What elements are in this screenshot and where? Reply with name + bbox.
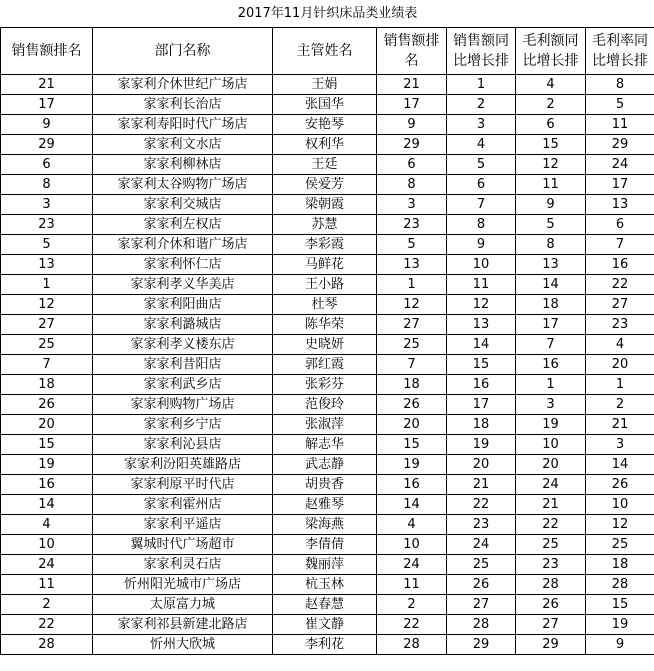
sales-rank-cell[interactable]: 9 [377, 115, 447, 135]
table-row [1, 475, 654, 495]
table-row [1, 115, 654, 135]
sales-yoy-rank-cell[interactable]: 2 [447, 95, 516, 115]
margin-yoy-rank-cell[interactable]: 13 [586, 195, 654, 215]
margin-yoy-rank-cell[interactable]: 12 [586, 515, 654, 535]
sales-rank-cell[interactable]: 28 [377, 635, 447, 655]
sales-rank-cell[interactable]: 17 [1, 95, 93, 115]
margin-yoy-rank-cell[interactable]: 25 [586, 535, 654, 555]
sales-rank-cell[interactable]: 14 [377, 495, 447, 515]
manager-name-cell[interactable]: 王小路 [273, 275, 377, 295]
sales-rank-cell[interactable]: 17 [377, 95, 447, 115]
gross-profit-yoy-rank-cell[interactable]: 24 [516, 475, 586, 495]
sales-rank-cell[interactable]: 10 [377, 535, 447, 555]
sales-rank-cell[interactable]: 25 [377, 335, 447, 355]
sales-rank-cell[interactable]: 6 [1, 155, 93, 175]
sales-rank-cell[interactable]: 23 [377, 215, 447, 235]
gross-profit-yoy-rank-cell[interactable]: 27 [516, 615, 586, 635]
sales-rank-cell[interactable]: 19 [1, 455, 93, 475]
sales-rank-cell[interactable]: 2 [377, 595, 447, 615]
sales-rank-cell[interactable]: 26 [377, 395, 447, 415]
table-row [1, 75, 654, 95]
sales-yoy-rank-cell[interactable]: 9 [447, 235, 516, 255]
margin-yoy-rank-cell[interactable]: 22 [586, 275, 654, 295]
gross-profit-yoy-rank-cell[interactable]: 15 [516, 135, 586, 155]
sales-yoy-rank-cell[interactable]: 14 [447, 335, 516, 355]
sales-rank-cell[interactable]: 10 [1, 535, 93, 555]
table-row [1, 415, 654, 435]
sales-rank-cell[interactable]: 6 [377, 155, 447, 175]
sales-rank-cell[interactable]: 1 [1, 275, 93, 295]
margin-yoy-rank-cell[interactable]: 19 [586, 615, 654, 635]
margin-yoy-rank-cell[interactable]: 1 [586, 375, 654, 395]
sales-rank-cell[interactable]: 18 [1, 375, 93, 395]
sales-rank-cell[interactable]: 12 [377, 295, 447, 315]
table-title[interactable]: 2017年11月针织床品类业绩表 [1, 0, 654, 28]
manager-name-cell[interactable]: 侯爱芳 [273, 175, 377, 195]
table-row [1, 215, 654, 235]
sales-rank-cell[interactable]: 4 [377, 515, 447, 535]
gross-profit-yoy-rank-cell[interactable]: 23 [516, 555, 586, 575]
gross-profit-yoy-rank-cell[interactable]: 14 [516, 275, 586, 295]
margin-yoy-rank-cell[interactable]: 7 [586, 235, 654, 255]
department-name-cell[interactable]: 家家利汾阳英雄路店 [93, 455, 273, 475]
margin-yoy-rank-cell[interactable]: 20 [586, 355, 654, 375]
manager-name-cell[interactable]: 赵春慧 [273, 595, 377, 615]
sales-rank-cell[interactable]: 24 [1, 555, 93, 575]
table-row [1, 95, 654, 115]
sales-rank-cell[interactable]: 22 [1, 615, 93, 635]
gross-profit-yoy-rank-cell[interactable]: 25 [516, 535, 586, 555]
title-row [1, 0, 654, 28]
sales-rank-cell[interactable]: 13 [377, 255, 447, 275]
sales-yoy-rank-cell[interactable]: 18 [447, 415, 516, 435]
department-name-cell[interactable]: 家家利左权店 [93, 215, 273, 235]
sales-rank-cell[interactable]: 29 [1, 135, 93, 155]
gross-profit-yoy-rank-cell[interactable]: 13 [516, 255, 586, 275]
manager-name-cell[interactable]: 杜琴 [273, 295, 377, 315]
sales-rank-cell[interactable]: 3 [377, 195, 447, 215]
gross-profit-yoy-rank-cell[interactable]: 1 [516, 375, 586, 395]
manager-name-cell[interactable]: 李彩霞 [273, 235, 377, 255]
sales-rank-cell[interactable]: 13 [1, 255, 93, 275]
sales-rank-cell[interactable]: 2 [1, 595, 93, 615]
manager-name-cell[interactable]: 魏丽萍 [273, 555, 377, 575]
department-name-cell[interactable]: 家家利阳曲店 [93, 295, 273, 315]
margin-yoy-rank-cell[interactable]: 21 [586, 415, 654, 435]
gross-profit-yoy-rank-cell[interactable]: 21 [516, 495, 586, 515]
manager-name-cell[interactable]: 崔文静 [273, 615, 377, 635]
department-name-cell[interactable]: 家家利乡宁店 [93, 415, 273, 435]
department-name-cell[interactable]: 家家利柳林店 [93, 155, 273, 175]
table-row [1, 275, 654, 295]
table-row [1, 435, 654, 455]
department-name-cell[interactable]: 家家利长治店 [93, 95, 273, 115]
margin-yoy-rank-cell[interactable]: 26 [586, 475, 654, 495]
manager-name-cell[interactable]: 马鲜花 [273, 255, 377, 275]
sales-yoy-rank-cell[interactable]: 24 [447, 535, 516, 555]
margin-yoy-rank-cell[interactable]: 11 [586, 115, 654, 135]
department-name-cell[interactable]: 忻州阳光城市广场店 [93, 575, 273, 595]
table-row [1, 255, 654, 275]
sales-rank-cell[interactable]: 19 [377, 455, 447, 475]
sales-yoy-rank-cell[interactable]: 16 [447, 375, 516, 395]
gross-profit-yoy-rank-cell[interactable]: 6 [516, 115, 586, 135]
table-row [1, 395, 654, 415]
sales-yoy-rank-cell[interactable]: 12 [447, 295, 516, 315]
sales-rank-cell[interactable]: 15 [377, 435, 447, 455]
margin-yoy-rank-cell[interactable]: 18 [586, 555, 654, 575]
margin-yoy-rank-cell[interactable]: 9 [586, 635, 654, 655]
department-name-cell[interactable]: 家家利霍州店 [93, 495, 273, 515]
table-row [1, 495, 654, 515]
gross-profit-yoy-rank-cell[interactable]: 8 [516, 235, 586, 255]
gross-profit-yoy-rank-cell[interactable]: 29 [516, 635, 586, 655]
gross-profit-yoy-rank-cell[interactable]: 20 [516, 455, 586, 475]
sales-rank-cell[interactable]: 7 [377, 355, 447, 375]
department-name-cell[interactable]: 家家利祁县新建北路店 [93, 615, 273, 635]
sales-rank-cell[interactable]: 20 [377, 415, 447, 435]
sales-yoy-rank-cell[interactable]: 23 [447, 515, 516, 535]
sales-rank-cell[interactable]: 11 [377, 575, 447, 595]
manager-name-cell[interactable]: 范俊玲 [273, 395, 377, 415]
table-row [1, 335, 654, 355]
table-row [1, 535, 654, 555]
sales-rank-cell[interactable]: 1 [377, 275, 447, 295]
margin-yoy-rank-cell[interactable]: 27 [586, 295, 654, 315]
sales-yoy-rank-cell[interactable]: 10 [447, 255, 516, 275]
header-cell[interactable]: 毛利额同比增长排 [516, 28, 586, 75]
department-name-cell[interactable]: 家家利灵石店 [93, 555, 273, 575]
sales-yoy-rank-cell[interactable]: 8 [447, 215, 516, 235]
sales-yoy-rank-cell[interactable]: 26 [447, 575, 516, 595]
margin-yoy-rank-cell[interactable]: 14 [586, 455, 654, 475]
department-name-cell[interactable]: 家家利孝义楼东店 [93, 335, 273, 355]
gross-profit-yoy-rank-cell[interactable]: 3 [516, 395, 586, 415]
header-cell[interactable]: 销售额排名 [377, 28, 447, 75]
table-row [1, 615, 654, 635]
department-name-cell[interactable]: 家家利购物广场店 [93, 395, 273, 415]
manager-name-cell[interactable]: 王廷 [273, 155, 377, 175]
table-row [1, 175, 654, 195]
manager-name-cell[interactable]: 李倩倩 [273, 535, 377, 555]
margin-yoy-rank-cell[interactable]: 23 [586, 315, 654, 335]
sales-yoy-rank-cell[interactable]: 6 [447, 175, 516, 195]
gross-profit-yoy-rank-cell[interactable]: 18 [516, 295, 586, 315]
department-name-cell[interactable]: 忻州大欣城 [93, 635, 273, 655]
gross-profit-yoy-rank-cell[interactable]: 5 [516, 215, 586, 235]
department-name-cell[interactable]: 家家利寿阳时代广场店 [93, 115, 273, 135]
department-name-cell[interactable]: 家家利文水店 [93, 135, 273, 155]
department-name-cell[interactable]: 家家利怀仁店 [93, 255, 273, 275]
department-name-cell[interactable]: 家家利平遥店 [93, 515, 273, 535]
manager-name-cell[interactable]: 张彩芬 [273, 375, 377, 395]
manager-name-cell[interactable]: 梁海燕 [273, 515, 377, 535]
sales-yoy-rank-cell[interactable]: 3 [447, 115, 516, 135]
gross-profit-yoy-rank-cell[interactable]: 2 [516, 95, 586, 115]
table-row [1, 235, 654, 255]
table-row [1, 195, 654, 215]
margin-yoy-rank-cell[interactable]: 10 [586, 495, 654, 515]
gross-profit-yoy-rank-cell[interactable]: 26 [516, 595, 586, 615]
gross-profit-yoy-rank-cell[interactable]: 4 [516, 75, 586, 95]
sales-rank-cell[interactable]: 16 [1, 475, 93, 495]
sales-rank-cell[interactable]: 23 [1, 215, 93, 235]
gross-profit-yoy-rank-cell[interactable]: 11 [516, 175, 586, 195]
manager-name-cell[interactable]: 梁朝霞 [273, 195, 377, 215]
sales-yoy-rank-cell[interactable]: 15 [447, 355, 516, 375]
manager-name-cell[interactable]: 赵雅琴 [273, 495, 377, 515]
department-name-cell[interactable]: 家家利原平时代店 [93, 475, 273, 495]
manager-name-cell[interactable]: 安艳琴 [273, 115, 377, 135]
sales-rank-cell[interactable]: 27 [1, 315, 93, 335]
header-row [1, 28, 654, 75]
table-row [1, 575, 654, 595]
manager-name-cell[interactable]: 李利花 [273, 635, 377, 655]
margin-yoy-rank-cell[interactable]: 3 [586, 435, 654, 455]
department-name-cell[interactable]: 太原富力城 [93, 595, 273, 615]
sales-rank-cell[interactable]: 28 [1, 635, 93, 655]
manager-name-cell[interactable]: 张国华 [273, 95, 377, 115]
department-name-cell[interactable]: 家家利潞城店 [93, 315, 273, 335]
department-name-cell[interactable]: 家家利孝义华美店 [93, 275, 273, 295]
sales-rank-cell[interactable]: 18 [377, 375, 447, 395]
margin-yoy-rank-cell[interactable]: 6 [586, 215, 654, 235]
header-cell[interactable]: 毛利率同比增长排 [586, 28, 654, 75]
sales-rank-cell[interactable]: 26 [1, 395, 93, 415]
margin-yoy-rank-cell[interactable]: 29 [586, 135, 654, 155]
sales-yoy-rank-cell[interactable]: 11 [447, 275, 516, 295]
sales-yoy-rank-cell[interactable]: 22 [447, 495, 516, 515]
sales-rank-cell[interactable]: 5 [377, 235, 447, 255]
gross-profit-yoy-rank-cell[interactable]: 12 [516, 155, 586, 175]
margin-yoy-rank-cell[interactable]: 16 [586, 255, 654, 275]
sales-yoy-rank-cell[interactable]: 13 [447, 315, 516, 335]
table-row [1, 635, 654, 655]
sales-rank-cell[interactable]: 25 [1, 335, 93, 355]
sales-rank-cell[interactable]: 3 [1, 195, 93, 215]
table-row [1, 135, 654, 155]
sales-rank-cell[interactable]: 4 [1, 515, 93, 535]
sales-rank-cell[interactable]: 7 [1, 355, 93, 375]
table-row [1, 515, 654, 535]
header-cell[interactable]: 主管姓名 [273, 28, 377, 75]
department-name-cell[interactable]: 家家利介休和谐广场店 [93, 235, 273, 255]
header-cell[interactable]: 销售额排名 [1, 28, 93, 75]
manager-name-cell[interactable]: 胡贵香 [273, 475, 377, 495]
manager-name-cell[interactable]: 张淑萍 [273, 415, 377, 435]
table-row [1, 295, 654, 315]
gross-profit-yoy-rank-cell[interactable]: 9 [516, 195, 586, 215]
department-name-cell[interactable]: 家家利沁县店 [93, 435, 273, 455]
manager-name-cell[interactable]: 苏慧 [273, 215, 377, 235]
sales-yoy-rank-cell[interactable]: 20 [447, 455, 516, 475]
sales-rank-cell[interactable]: 8 [377, 175, 447, 195]
sales-yoy-rank-cell[interactable]: 27 [447, 595, 516, 615]
manager-name-cell[interactable]: 陈华荣 [273, 315, 377, 335]
table-row [1, 555, 654, 575]
gross-profit-yoy-rank-cell[interactable]: 16 [516, 355, 586, 375]
margin-yoy-rank-cell[interactable]: 24 [586, 155, 654, 175]
margin-yoy-rank-cell[interactable]: 4 [586, 335, 654, 355]
table-row [1, 375, 654, 395]
table-row [1, 315, 654, 335]
sales-rank-cell[interactable]: 12 [1, 295, 93, 315]
sales-yoy-rank-cell[interactable]: 1 [447, 75, 516, 95]
gross-profit-yoy-rank-cell[interactable]: 10 [516, 435, 586, 455]
sales-yoy-rank-cell[interactable]: 25 [447, 555, 516, 575]
gross-profit-yoy-rank-cell[interactable]: 28 [516, 575, 586, 595]
manager-name-cell[interactable]: 权利华 [273, 135, 377, 155]
table-row [1, 595, 654, 615]
manager-name-cell[interactable]: 武志静 [273, 455, 377, 475]
department-name-cell[interactable]: 家家利介休世纪广场店 [93, 75, 273, 95]
sales-rank-cell[interactable]: 21 [1, 75, 93, 95]
sales-yoy-rank-cell[interactable]: 4 [447, 135, 516, 155]
manager-name-cell[interactable]: 郭红霞 [273, 355, 377, 375]
sales-rank-cell[interactable]: 5 [1, 235, 93, 255]
header-cell[interactable]: 部门名称 [93, 28, 273, 75]
table-row [1, 455, 654, 475]
sales-rank-cell[interactable]: 22 [377, 615, 447, 635]
margin-yoy-rank-cell[interactable]: 17 [586, 175, 654, 195]
header-cell[interactable]: 销售额同比增长排 [447, 28, 516, 75]
sales-yoy-rank-cell[interactable]: 7 [447, 195, 516, 215]
margin-yoy-rank-cell[interactable]: 8 [586, 75, 654, 95]
manager-name-cell[interactable]: 解志华 [273, 435, 377, 455]
sales-rank-cell[interactable]: 20 [1, 415, 93, 435]
department-name-cell[interactable]: 家家利太谷购物广场店 [93, 175, 273, 195]
sales-yoy-rank-cell[interactable]: 29 [447, 635, 516, 655]
margin-yoy-rank-cell[interactable]: 28 [586, 575, 654, 595]
manager-name-cell[interactable]: 杭玉林 [273, 575, 377, 595]
gross-profit-yoy-rank-cell[interactable]: 17 [516, 315, 586, 335]
sales-yoy-rank-cell[interactable]: 28 [447, 615, 516, 635]
sales-rank-cell[interactable]: 8 [1, 175, 93, 195]
sales-rank-cell[interactable]: 14 [1, 495, 93, 515]
department-name-cell[interactable]: 翼城时代广场超市 [93, 535, 273, 555]
department-name-cell[interactable]: 家家利交城店 [93, 195, 273, 215]
gross-profit-yoy-rank-cell[interactable]: 19 [516, 415, 586, 435]
table-row [1, 355, 654, 375]
sales-rank-cell[interactable]: 15 [1, 435, 93, 455]
sales-rank-cell[interactable]: 21 [377, 75, 447, 95]
margin-yoy-rank-cell[interactable]: 5 [586, 95, 654, 115]
sales-yoy-rank-cell[interactable]: 5 [447, 155, 516, 175]
margin-yoy-rank-cell[interactable]: 15 [586, 595, 654, 615]
sales-rank-cell[interactable]: 9 [1, 115, 93, 135]
department-name-cell[interactable]: 家家利昔阳店 [93, 355, 273, 375]
sales-rank-cell[interactable]: 27 [377, 315, 447, 335]
sales-yoy-rank-cell[interactable]: 21 [447, 475, 516, 495]
sales-rank-cell[interactable]: 24 [377, 555, 447, 575]
gross-profit-yoy-rank-cell[interactable]: 22 [516, 515, 586, 535]
sales-rank-cell[interactable]: 16 [377, 475, 447, 495]
gross-profit-yoy-rank-cell[interactable]: 7 [516, 335, 586, 355]
table-row [1, 155, 654, 175]
sales-rank-cell[interactable]: 29 [377, 135, 447, 155]
department-name-cell[interactable]: 家家利武乡店 [93, 375, 273, 395]
manager-name-cell[interactable]: 王娟 [273, 75, 377, 95]
margin-yoy-rank-cell[interactable]: 2 [586, 395, 654, 415]
sales-yoy-rank-cell[interactable]: 19 [447, 435, 516, 455]
manager-name-cell[interactable]: 史晓妍 [273, 335, 377, 355]
sales-yoy-rank-cell[interactable]: 17 [447, 395, 516, 415]
sales-rank-cell[interactable]: 11 [1, 575, 93, 595]
